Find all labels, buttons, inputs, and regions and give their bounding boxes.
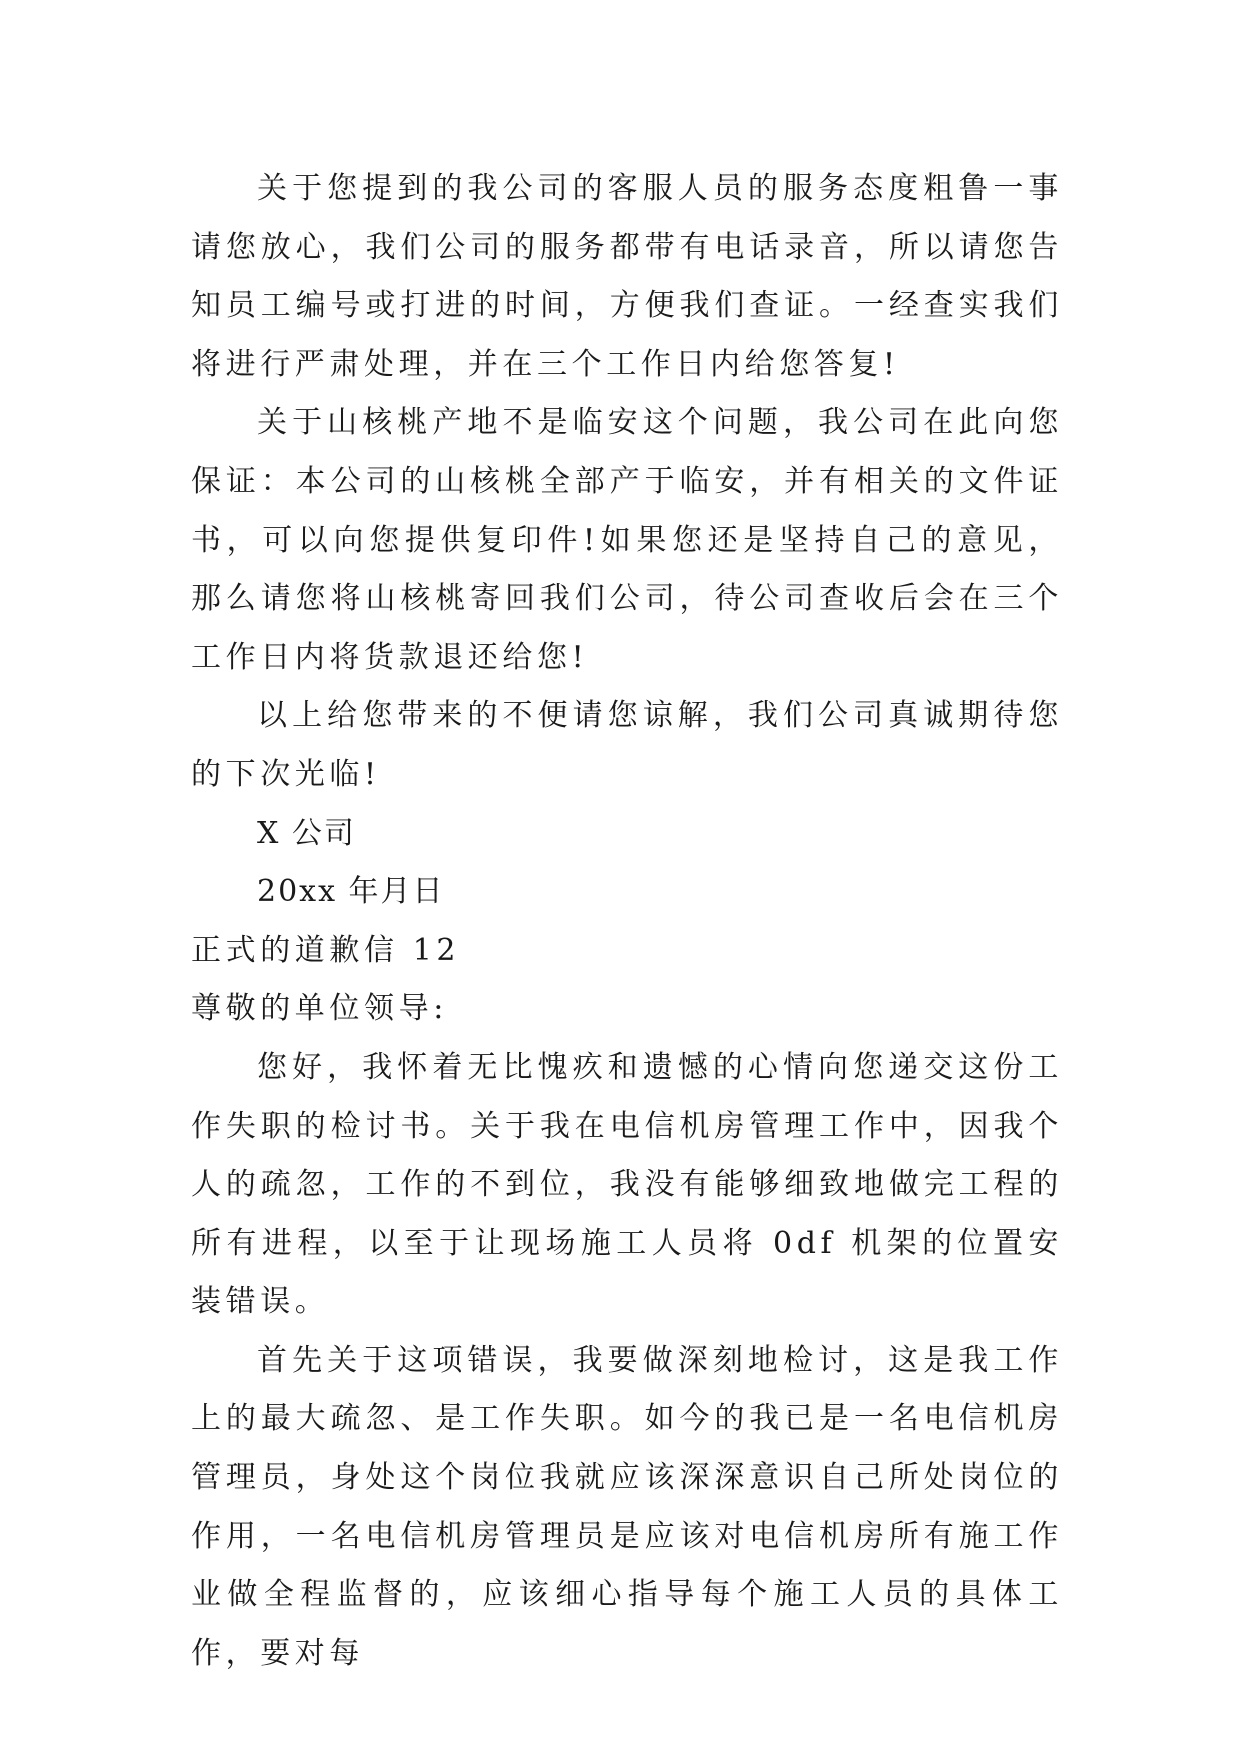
signature-company: X 公司 [257, 815, 356, 851]
salutation: 尊敬的单位领导: [191, 991, 448, 1027]
section-title: 正式的道歉信 12 [191, 932, 461, 968]
paragraph-walnut-origin: 关于山核桃产地不是临安这个问题，我公司在此向您保证：本公司的山核桃全部产于临安，并有相关的文件证书，可以向您提供复印件!如果您还是坚持自己的意见，那么请您将山核桃寄回我们公司，待公司查收后会在三个工作日内将货款退还给您! [191, 405, 1063, 675]
paragraph-service-attitude: 关于您提到的我公司的客服人员的服务态度粗鲁一事请您放心，我们公司的服务都带有电话录音，所以请您告知员工编号或打进的时间，方便我们查证。一经查实我们将进行严肃处理，并在三个工作日内给您答复! [191, 171, 1063, 382]
paragraph-self-criticism-intro: 您好，我怀着无比愧疚和遗憾的心情向您递交这份工作失职的检讨书。关于我在电信机房管理工作中，因我个人的疏忽，工作的不到位，我没有能够细致地做完工程的所有进程，以至于让现场施工人员将 0df 机架的位置安装错误。 [191, 1049, 1063, 1320]
paragraph-apology-closing: 以上给您带来的不便请您谅解，我们公司真诚期待您的下次光临! [191, 698, 1063, 792]
document-body [191, 160, 1063, 1683]
paragraph-self-criticism-detail: 首先关于这项错误，我要做深刻地检讨，这是我工作上的最大疏忽、是工作失职。如今的我已是一名电信机房管理员，身处这个岗位我就应该深深意识自己所处岗位的作用，一名电信机房管理员是应该对电信机房所有施工作业做全程监督的，应该细心指导每个施工人员的具体工作，要对每 [191, 1342, 1063, 1671]
signature-date: 20xx 年月日 [257, 874, 445, 910]
